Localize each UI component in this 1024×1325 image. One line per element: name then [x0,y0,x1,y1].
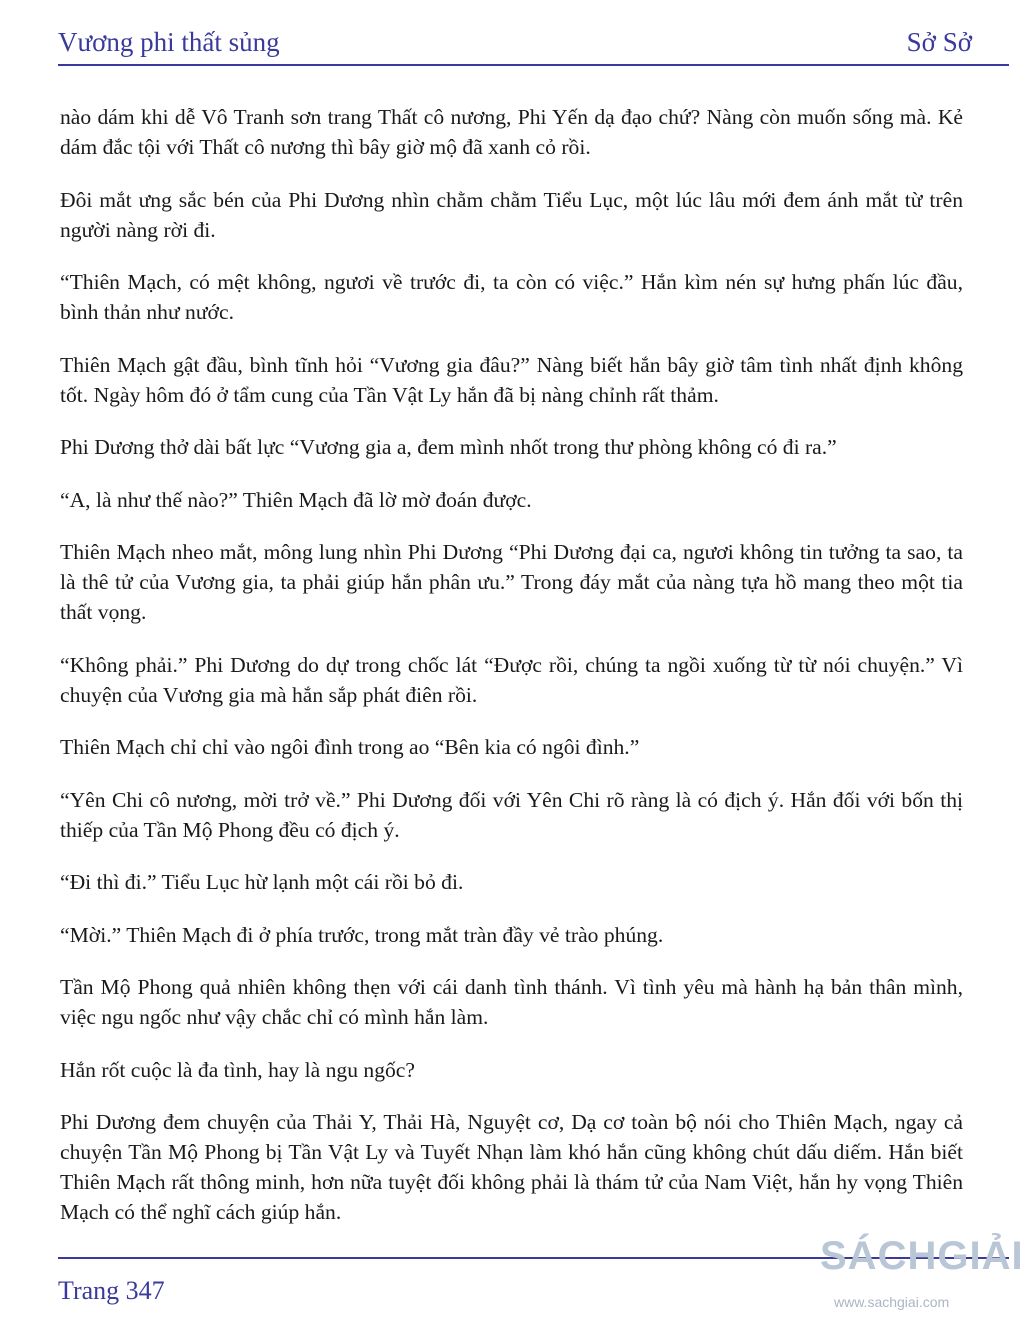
paragraph: “Đi thì đi.” Tiểu Lục hừ lạnh một cái rồi bỏ đi. [60,870,464,894]
book-title: Vương phi thất sủng [58,27,280,57]
paragraph: “Mời.” Thiên Mạch đi ở phía trước, trong mắt tràn đầy vẻ trào phúng. [60,922,664,947]
watermark [820,1228,1024,1318]
watermark-url: www.sachgiai.com [834,1294,950,1310]
paragraph: “A, là như thế nào?” Thiên Mạch đã lờ mờ đoán được. [60,487,532,512]
body-text [60,102,963,1250]
paragraph: Đôi mắt ưng sắc bén của Phi Dương nhìn chằm chằm Tiểu Lục, một lúc lâu mới đem ánh mắt từ trên người nàng rời đi. [60,187,963,242]
paragraph: “Thiên Mạch, có mệt không, ngươi về trước đi, ta còn có việc.” Hắn kìm nén sự hưng phấn lúc đầu, bình thản như nước. [60,270,963,324]
paragraph: Thiên Mạch nheo mắt, mông lung nhìn Phi Dương “Phi Dương đại ca, ngươi không tin tưởng ta sao, ta là thê tử của Vương gia, ta phải giúp hắn phân ưu.” Trong đáy mắt của nàng tựa hồ mang theo một tia thất vọng. [60,540,963,624]
paragraph: Thiên Mạch gật đầu, bình tĩnh hỏi “Vương gia đâu?” Nàng biết hắn bây giờ tâm tình nhất định không tốt. Ngày hôm đó ở tẩm cung của Tần Vật Ly hắn đã bị nàng chỉnh rất thảm. [60,352,963,407]
paragraph: Tần Mộ Phong quả nhiên không thẹn với cái danh tình thánh. Vì tình yêu mà hành hạ bản thân mình, việc ngu ngốc như vậy chắc chỉ có mình hắn làm. [60,975,963,1029]
paragraph: Hắn rốt cuộc là đa tình, hay là ngu ngốc? [60,1057,415,1082]
paragraph: Phi Dương đem chuyện của Thải Y, Thải Hà, Nguyệt cơ, Dạ cơ toàn bộ nói cho Thiên Mạch, ngay cả chuyện Tần Mộ Phong bị Tần Vật Ly và Tuyết Nhạn làm khó hắn cũng không chút dấu diếm. Hắn biết Thiên Mạch rất thông minh, hơn nữa tuyệt đối không phải là thám tử của Nam Việt, hắn hy vọng Thiên Mạch có thể nghĩ cách giúp hắn. [60,1110,963,1224]
paragraph: Phi Dương thở dài bất lực “Vương gia a, đem mình nhốt trong thư phòng không có đi ra.” [60,435,837,459]
paragraph: Thiên Mạch chỉ chỉ vào ngôi đình trong ao “Bên kia có ngôi đình.” [60,735,640,759]
page-number: Trang 347 [58,1276,165,1305]
paragraph: nào dám khi dễ Vô Tranh sơn trang Thất cô nương, Phi Yến dạ đạo chứ? Nàng còn muốn sống mà. Kẻ dám đắc tội với Thất cô nương thì bây giờ mộ đã xanh cỏ rồi. [60,105,963,159]
header-divider [58,64,1009,66]
paragraph: “Không phải.” Phi Dương do dự trong chốc lát “Được rồi, chúng ta ngồi xuống từ từ nói chuyện.” Vì chuyện của Vương gia mà hắn sắp phát điên rồi. [60,652,963,707]
watermark-logo: SÁCHGIẢI [820,1234,1024,1278]
paragraph: “Yên Chi cô nương, mời trở về.” Phi Dương đối với Yên Chi rõ ràng là có địch ý. Hắn đối với bốn thị thiếp của Tần Mộ Phong đều có địch ý. [60,787,963,842]
author-name: Sở Sở [906,27,972,57]
